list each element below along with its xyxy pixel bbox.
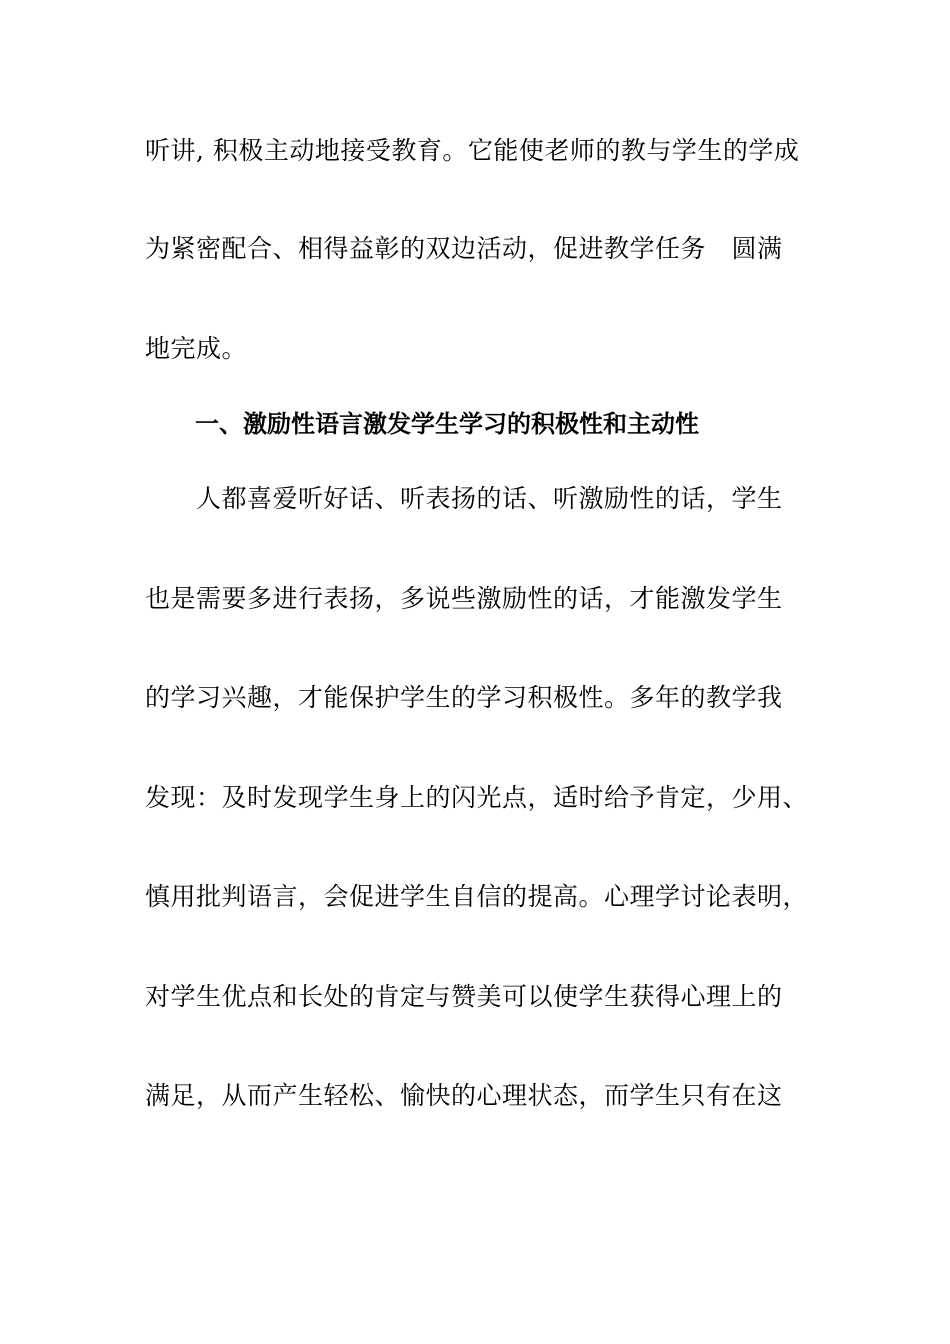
paragraph-line-5: 慎用批判语言，会促进学生自信的提高。心理学讨论表明， bbox=[145, 882, 809, 911]
paragraph-line-2: 也是需要多进行表扬，多说些激励性的话，才能激发学生 bbox=[145, 584, 783, 613]
continuation-line-2: 为紧密配合、相得益彰的双边活动，促进教学任务 圆满 bbox=[145, 234, 783, 263]
section-heading: 一、激励性语言激发学生学习的积极性和主动性 bbox=[195, 410, 699, 438]
paragraph-line-6: 对学生优点和长处的肯定与赞美可以使学生获得心理上的 bbox=[145, 982, 783, 1011]
continuation-line-1: 听讲, 积极主动地接受教育。它能使老师的教与学生的学成 bbox=[145, 136, 800, 165]
continuation-line-3: 地完成。 bbox=[145, 334, 248, 363]
paragraph-line-4: 发现：及时发现学生身上的闪光点，适时给予肯定，少用、 bbox=[145, 783, 809, 812]
paragraph-line-1: 人都喜爱听好话、听表扬的话、听激励性的话，学生 bbox=[196, 484, 783, 513]
paragraph-line-3: 的学习兴趣，才能保护学生的学习积极性。多年的教学我 bbox=[145, 683, 783, 712]
paragraph-line-7: 满足，从而产生轻松、愉快的心理状态，而学生只有在这 bbox=[145, 1081, 783, 1110]
